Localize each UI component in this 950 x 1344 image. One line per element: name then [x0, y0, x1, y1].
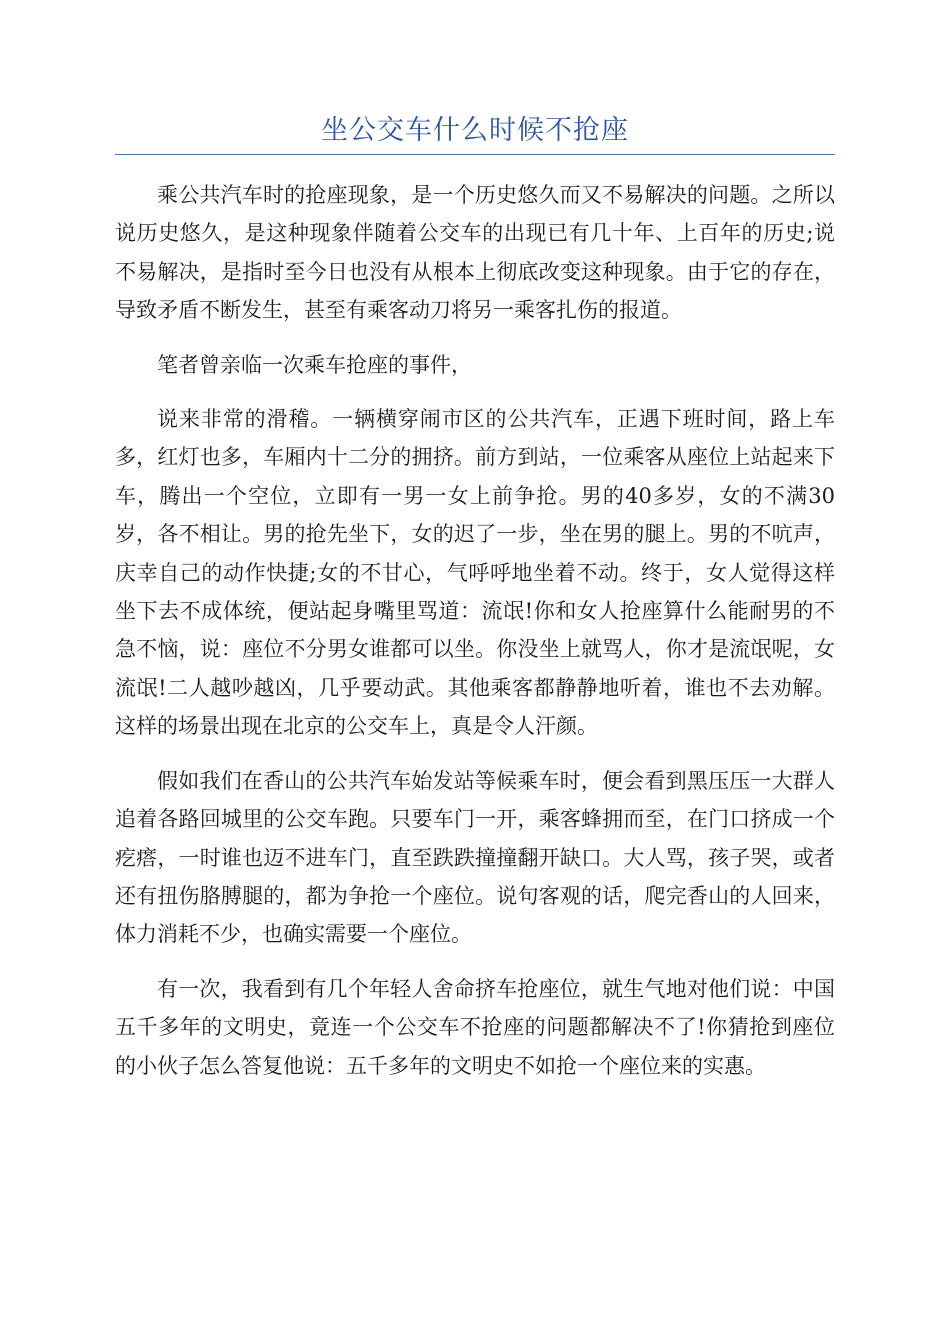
paragraph-4: 假如我们在香山的公共汽车始发站等候乘车时，便会看到黑压压一大群人追着各路回城里的公交车跑。只要车门一开，乘客蜂拥而至，在门口挤成一个疙瘩，一时谁也迈不进车门，直至跌跌撞撞翻开缺口。大人骂，孩子哭，或者还有扭伤胳膊腿的，都为争抢一个座位。说句客观的话，爬完香山的人回来，体力消耗不少，也确实需要一个座位。: [115, 768, 835, 947]
document-title: 坐公交车什么时候不抢座: [321, 115, 629, 146]
paragraph-2: 笔者曾亲临一次乘车抢座的事件，: [157, 352, 472, 377]
title-underline: [115, 154, 835, 155]
paragraph-5: 有一次，我看到有几个年轻人舍命挤车抢座位，就生气地对他们说：中国五千多年的文明史，竟连一个公交车不抢座的问题都解决不了!你猜抢到座位的小伙子怎么答复他说：五千多年的文明史不如抢一个座位来的实惠。: [115, 976, 835, 1078]
paragraph-1: 乘公共汽车时的抢座现象，是一个历史悠久而又不易解决的问题。之所以说历史悠久，是这种现象伴随着公交车的出现已有几十年、上百年的历史;说不易解决，是指时至今日也没有从根本上彻底改变这种现象。由于它的存在，导致矛盾不断发生，甚至有乘客动刀将另一乘客扎伤的报道。: [115, 183, 835, 323]
document-body: [115, 176, 835, 1101]
paragraph-3: 说来非常的滑稽。一辆横穿闹市区的公共汽车，正遇下班时间，路上车多，红灯也多，车厢内十二分的拥挤。前方到站，一位乘客从座位上站起来下车，腾出一个空位，立即有一男一女上前争抢。男的40多岁，女的不满30岁，各不相让。男的抢先坐下，女的迟了一步，坐在男的腿上。男的不吭声，庆幸自己的动作快捷;女的不甘心，气呼呼地坐着不动。终于，女人觉得这样坐下去不成体统，便站起身嘴里骂道：流氓!你和女人抢座算什么能耐男的不急不恼，说：座位不分男女谁都可以坐。你没坐上就骂人，你才是流氓呢，女流氓!二人越吵越凶，几乎要动武。其他乘客都静静地听着，谁也不去劝解。这样的场景出现在北京的公交车上，真是令人汗颜。: [115, 407, 835, 739]
